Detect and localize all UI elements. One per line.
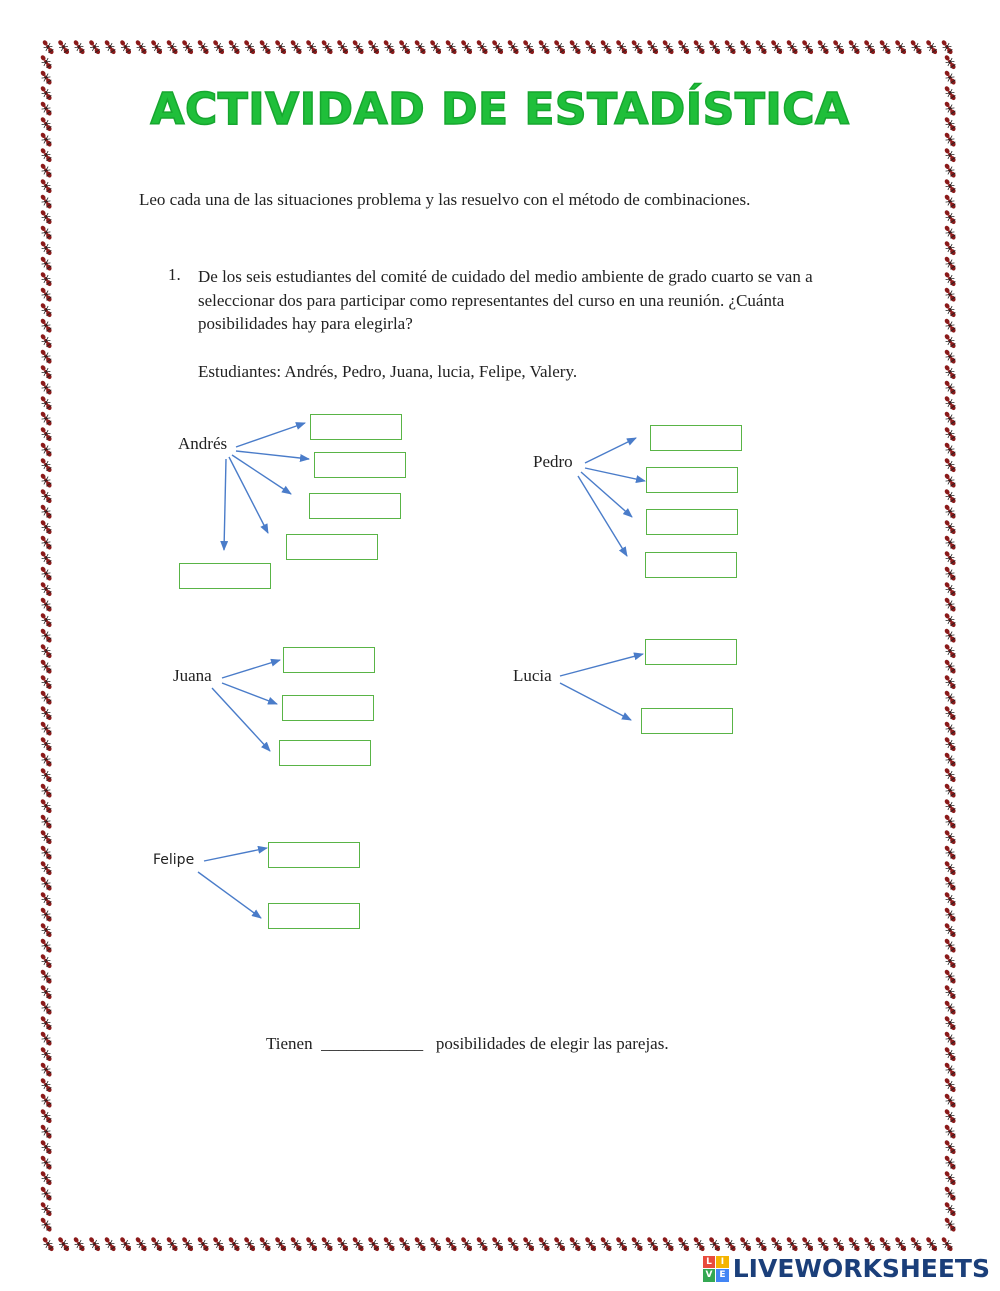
answer-box-andres-1[interactable] (310, 414, 402, 440)
brand-icon: L I V E (703, 1256, 729, 1282)
answer-box-andres-3[interactable] (309, 493, 401, 519)
result-blank[interactable]: ____________ (321, 1034, 424, 1053)
answer-box-lucia-1[interactable] (645, 639, 737, 665)
student-pedro: Pedro (533, 452, 573, 471)
students-list: Estudiantes: Andrés, Pedro, Juana, lucia, Felipe, Valery. (198, 362, 578, 381)
answer-box-pedro-1[interactable] (650, 425, 742, 451)
arrow-felipe-1 (204, 848, 267, 861)
liveworksheets-logo (703, 1254, 990, 1283)
result-prefix: Tienen (266, 1034, 313, 1053)
arrow-lucia-1 (560, 654, 643, 676)
instructions: Leo cada una de las situaciones problema y las resuelvo con el método de combinaciones. (139, 190, 751, 209)
answer-box-juana-1[interactable] (283, 647, 375, 673)
brand-name: LIVEWORKSHEETS (732, 1254, 990, 1283)
answer-box-andres-5[interactable] (179, 563, 271, 589)
answer-box-felipe-2[interactable] (268, 903, 360, 929)
arrow-andres-4 (229, 457, 268, 533)
arrow-pedro-1 (585, 438, 636, 463)
arrow-andres-5 (224, 459, 226, 550)
answer-box-pedro-2[interactable] (646, 467, 738, 493)
student-lucia: Lucia (513, 666, 552, 685)
result-sentence (266, 1034, 669, 1054)
arrow-juana-1 (222, 660, 280, 678)
student-andres: Andrés (178, 434, 228, 453)
answer-box-andres-2[interactable] (314, 452, 406, 478)
arrow-pedro-4 (578, 476, 627, 556)
question-text: De los seis estudiantes del comité de cuidado del medio ambiente de grado cuarto se van a seleccionar dos para participar como representantes del curso en una reunión. ¿Cuánta posibilidades hay para elegirla? (198, 267, 813, 333)
question-number: 1. (168, 265, 181, 284)
answer-box-juana-2[interactable] (282, 695, 374, 721)
arrow-felipe-2 (198, 872, 261, 918)
arrow-andres-1 (236, 423, 305, 447)
student-felipe: Felipe (153, 852, 195, 868)
result-suffix: posibilidades de elegir las parejas. (435, 1034, 669, 1053)
arrow-pedro-2 (585, 468, 645, 481)
arrow-andres-2 (236, 451, 309, 459)
student-juana: Juana (173, 666, 212, 685)
answer-box-pedro-3[interactable] (646, 509, 738, 535)
answer-box-andres-4[interactable] (286, 534, 378, 560)
arrow-andres-3 (232, 455, 291, 494)
answer-box-pedro-4[interactable] (645, 552, 737, 578)
answer-box-lucia-2[interactable] (641, 708, 733, 734)
arrow-lucia-2 (560, 683, 631, 720)
page-title: ACTIVIDAD DE ESTADÍSTICA (150, 84, 850, 135)
answer-box-juana-3[interactable] (279, 740, 371, 766)
answer-box-felipe-1[interactable] (268, 842, 360, 868)
arrow-juana-2 (222, 683, 277, 704)
